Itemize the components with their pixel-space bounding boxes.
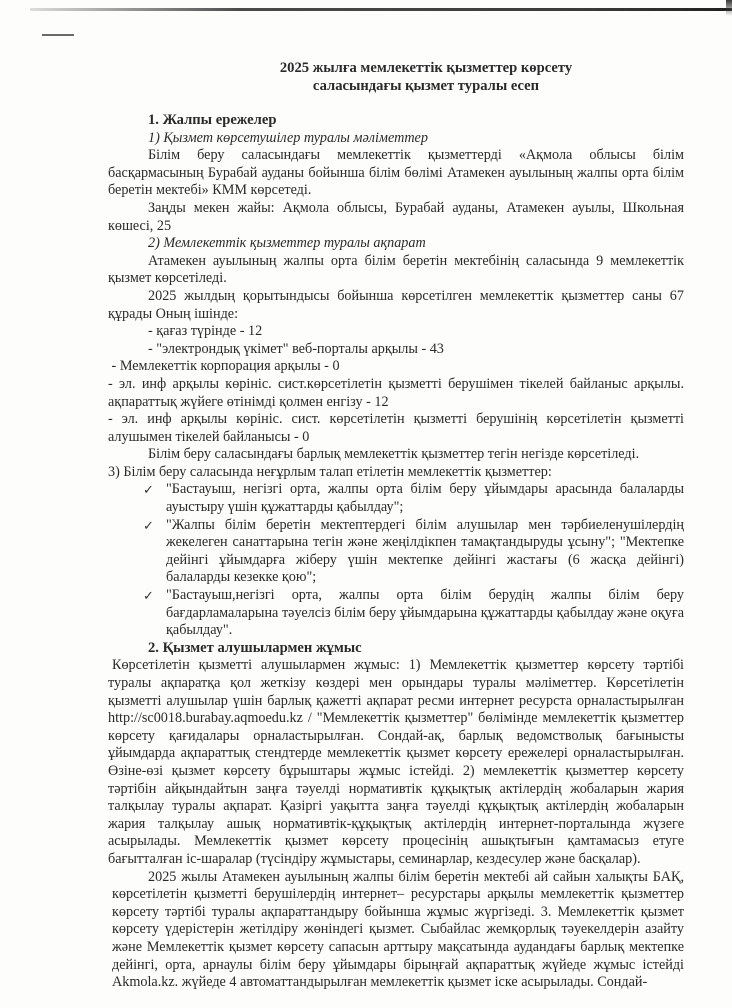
demanded-services-list [108, 481, 684, 639]
stat-direct-contact: - эл. инф арқылы көрініс. сист. көрсетілетін қызметті берушінің көрсетілетін қызметті алушымен тікелей байланысы - 0 [108, 411, 684, 445]
scan-edge-line [30, 8, 732, 11]
paragraph-text-part-2: / "Мемлекеттік қызметтер" бөлімінде мемлекеттік қызметтер көрсету қағидалары орналастырылған. Сондай-ақ, барлық ведомстволық бағынысты ұйымдарда ақпараттық стендтерде мемлекеттік қызмет көрсету ережелері орналастырылған. Өзіне-өзі қызмет көрсету бұрыштары жұмыс істейді. 2) мемлекеттік қызметтер көрсету тәртібін айқындайтын заңға тәуелді нормативтік құқықтық актілердің жобаларын жария талқылау туралы ақпарат. Қазіргі уақытта заңға тәуелді құқықтық актілердің жобаларын жария талқылау ашық нормативтік-құқықтық актілердің интернет-порталында жүзеге асырылады. Мемлекеттік қызмет көрсету процесінің ашықтығын қамтамасыз етуге бағытталған іс-шаралар (түсіндіру жұмыстары, семинарлар, кездесулер және басқалар). [108, 710, 684, 867]
subsection-2-heading: 2) Мемлекеттік қызметтер туралы ақпарат [148, 235, 426, 252]
stat-egov: - "электрондық үкімет" веб-порталы арқылы - 43 [148, 340, 444, 357]
page-corner-dash [42, 34, 74, 36]
services-total-paragraph: 2025 жылдың қорытындысы бойынша көрсетілген мемлекеттік қызметтер саны 67 құрады Оның ішінде: [108, 287, 684, 322]
service-recipients-paragraph [108, 657, 684, 868]
list-item-text: "Жалпы білім беретін мектептердегі білім алушылар мен тәрбиеленушілердің жекелеген санаттарына тегін және жеңілдікпен тамақтандыруды ұсыну"; "Мектепке дейінгі ұйымдарға жіберу үшін мектепке дейінгі жастағы (6 жасқа дейінгі) балаларды кезекке қою"; [166, 516, 684, 586]
stat-paper: - қағаз түрінде - 12 [148, 323, 263, 340]
legal-address-paragraph: Заңды мекен жайы: Ақмола облысы, Бурабай ауданы, Атамекен ауылы, Школьная көшесі, 25 [108, 199, 684, 234]
services-count-paragraph: Атамекен ауылының жалпы орта білім беретін мектебінің саласында 9 мемлекеттік қызмет көрсетіледі. [108, 252, 684, 287]
list-item [108, 587, 684, 640]
section-1-heading: 1. Жалпы ережелер [148, 112, 277, 128]
section-2-heading: 2. Қызмет алушылармен жұмыс [148, 639, 362, 656]
free-services-note: Білім беру саласындағы барлық мемлекеттік қызметтер тегін негізде көрсетіледі. [148, 446, 640, 463]
subsection-3-heading: 3) Білім беру саласында неғұрлым талап етілетін мемлекеттік қызметтер: [108, 463, 552, 480]
stat-state-corporation: - Мемлекеттік корпорация арқылы - 0 [108, 358, 340, 375]
checkmark-icon: ✓ [143, 588, 154, 604]
document-title [168, 60, 684, 95]
subsection-1-heading: 1) Қызмет көрсетушілер туралы мәліметтер [148, 129, 428, 146]
checkmark-icon: ✓ [143, 517, 154, 533]
list-item-text: "Бастауыш, негізгі орта, жалпы орта білім беру ұйымдары арасында балаларды ауыстыру үшін құжаттарды қабылдау"; [166, 481, 684, 516]
paragraph-text-part-1: Көрсетілетін қызметті алушылармен жұмыс: 1) Мемлекеттік қызметтер көрсету тәртібі туралы ақпаратқа қол жеткізу көздері мен орындары туралы мәліметтер. Көрсетілетін қызметті алушылар үшін барлық қажетті ақпарат ресми интернет ресурста орналастырылған [108, 657, 684, 709]
list-item [108, 481, 684, 516]
title-line-1: 2025 жылға мемлекеттік қызметтер көрсету [279, 60, 573, 76]
title-line-2: саласындағы қызмет туралы есеп [312, 77, 540, 94]
list-item [108, 517, 684, 587]
school-website-link[interactable]: http://sc0018.burabay.aqmoedu.kz [108, 710, 303, 727]
document-page [108, 60, 684, 992]
informing-paragraph: 2025 жылы Атамекен ауылының жалпы білім беретін мектебі ай сайын халықты БАҚ, көрсетілетін қызметті берушілердің интернет– ресурстары арқылы мемлекеттік қызметтер көрсету тәртібі туралы ақпараттандыру бойынша жұмыс жүргізеді. 3. Мемлекеттік қызмет көрсету үдерістерін жетілдіру жөніндегі қызмет. Сыбайлас жемқорлық тәуекелдерін азайту және Мемлекеттік қызмет көрсету сапасын арттыру мақсатында аудандағы барлық мектепке дейінгі, орта, арнаулы білім беру ұйымдары бірыңғай ақпараттық жүйеде жұмыс істейді Akmola.kz. жүйеде 4 автоматтандырылған мемлекеттік қызмет іске асырылады. Сондай- [112, 868, 684, 991]
list-item-text: "Бастауыш,негізгі орта, жалпы орта білім берудің жалпы білім беру бағдарламаларына тәуелсіз білім беру ұйымдарына құжаттарды қабылдау және оқуға қабылдау". [166, 587, 684, 639]
stat-manual-entry: - эл. инф арқылы көрініс. сист.көрсетілетін қызметті берушімен тікелей байланыс арқылы. ақпараттық жүйеге өтінімді қолмен енгізу - 12 [108, 375, 684, 410]
scan-corner-shadow [726, 0, 732, 16]
checkmark-icon: ✓ [143, 482, 154, 498]
provider-paragraph: Білім беру саласындағы мемлекеттік қызметтерді «Ақмола облысы білім басқармасының Бурабай ауданы бойынша білім бөлімі Атамекен ауылының жалпы орта білім беретін мектебі» КММ көрсетеді. [108, 147, 684, 199]
